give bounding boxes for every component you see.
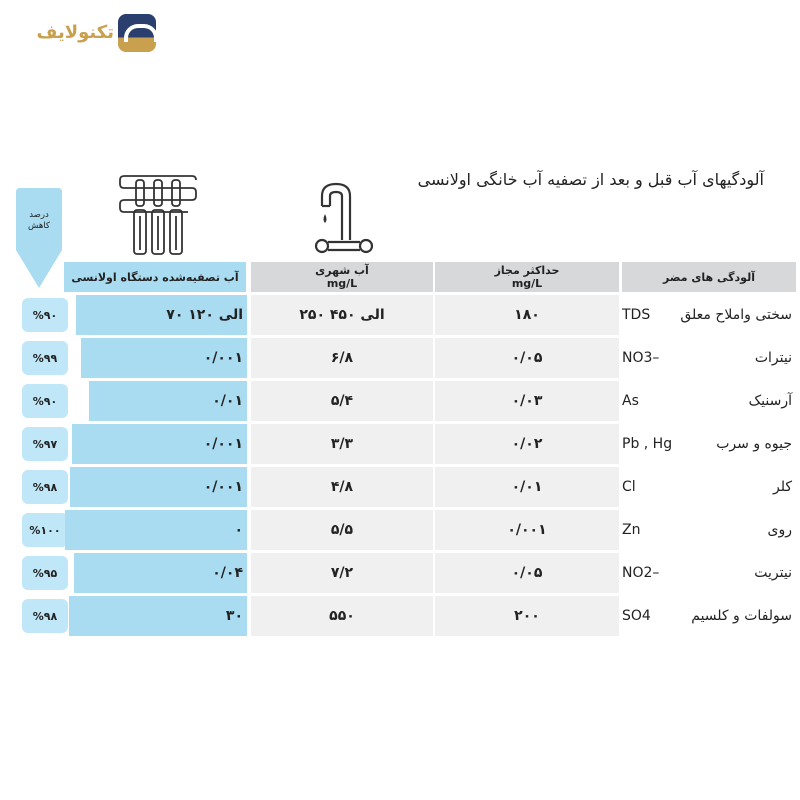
- city-value: ۲۵۰ الی ۴۵۰: [299, 307, 385, 323]
- pollutant-name: نیتریت: [754, 565, 792, 581]
- pollutant-name: کلر: [772, 479, 792, 495]
- table-row: [0, 553, 800, 593]
- max-value: ۰/۰۲: [511, 436, 543, 452]
- purified-value: ۰/۰۴: [212, 565, 243, 581]
- header-city-label: آب شهری: [315, 264, 369, 277]
- header-pollutant: [622, 262, 796, 292]
- purified-bar: [65, 510, 247, 550]
- purified-value: ۳۰: [225, 608, 243, 624]
- max-value: ۰/۰۵: [511, 565, 543, 581]
- reduction-percent: %۹۷: [22, 427, 68, 461]
- pollutant-name: روی: [767, 522, 792, 538]
- city-value: ۵/۵: [330, 522, 354, 538]
- pollutant-symbol: TDS: [622, 307, 651, 323]
- max-value: ۰/۰۳: [511, 393, 543, 409]
- water-filter-icon: [118, 170, 198, 258]
- purified-value: ۰/۰۰۱: [203, 350, 243, 366]
- pollutant-symbol: Zn: [622, 522, 641, 538]
- city-value: ۵/۴: [330, 393, 354, 409]
- city-value: ۵۵۰: [329, 608, 355, 624]
- pollutant-symbol: NO3–: [622, 350, 660, 366]
- pollutant-symbol: Pb , Hg: [622, 436, 673, 452]
- reduction-percent: %۹۵: [22, 556, 68, 590]
- reduction-label-line2: کاهش: [28, 221, 50, 231]
- purified-bar: [69, 596, 247, 636]
- header-pollutant-label: آلودگی های مضر: [663, 270, 755, 284]
- pollutant-name: جیوه و سرب: [716, 436, 792, 452]
- header-purified: [64, 262, 246, 292]
- table-row: [0, 295, 800, 335]
- pollutant-name: سولفات و کلسیم: [691, 608, 792, 624]
- pollutant-name: نیترات: [754, 350, 792, 366]
- city-value: ۳/۳: [330, 436, 354, 452]
- pollutant-symbol: NO2–: [622, 565, 660, 581]
- city-value: ۷/۲: [330, 565, 354, 581]
- max-value: ۲۰۰: [514, 608, 540, 624]
- reduction-percent: %۹۹: [22, 341, 68, 375]
- table-row: [0, 467, 800, 507]
- pollutant-symbol: Cl: [622, 479, 636, 495]
- brand-logo[interactable]: [18, 12, 150, 54]
- city-value: ۶/۸: [330, 350, 354, 366]
- logo-mark-icon: [118, 14, 156, 52]
- pollutant-name: سختی واملاح معلق: [680, 307, 792, 323]
- reduction-percent: %۱۰۰: [22, 513, 68, 547]
- faucet-icon: [308, 180, 378, 258]
- max-value: ۰/۰۰۱: [507, 522, 547, 538]
- reduction-label: [20, 210, 58, 232]
- purified-value: ۰/۰۰۱: [203, 436, 243, 452]
- max-value: ۱۸۰: [514, 307, 540, 323]
- pollutant-symbol: SO4: [622, 608, 651, 624]
- reduction-percent: %۹۸: [22, 599, 68, 633]
- purified-value: ۷۰ الی ۱۲۰: [166, 307, 243, 323]
- purified-value: ۰/۰۱: [212, 393, 243, 409]
- reduction-percent: %۹۰: [22, 384, 68, 418]
- header-max-unit: mg/L: [511, 277, 543, 290]
- table-row: [0, 381, 800, 421]
- logo-text: تکنولایف: [36, 22, 114, 43]
- reduction-percent: %۹۸: [22, 470, 68, 504]
- header-purified-label: آب تصفیه‌شده دستگاه اولانسی: [71, 270, 239, 284]
- table-row: [0, 338, 800, 378]
- max-value: ۰/۰۵: [511, 350, 543, 366]
- purified-value: ۰/۰۰۱: [203, 479, 243, 495]
- reduction-arrow-icon: [16, 188, 62, 288]
- city-value: ۴/۸: [330, 479, 354, 495]
- header-max: [435, 262, 619, 292]
- table-row: [0, 424, 800, 464]
- header-max-label: حداکثر مجاز: [494, 264, 560, 277]
- header-city: [251, 262, 433, 292]
- page-title: آلودگیهای آب قبل و بعد از تصفیه آب خانگی اولانسی: [417, 170, 764, 189]
- purified-value: ۰: [234, 522, 243, 538]
- pollutant-symbol: As: [622, 393, 639, 409]
- max-value: ۰/۰۱: [511, 479, 543, 495]
- pollutant-name: آرسنیک: [748, 393, 792, 409]
- reduction-percent: %۹۰: [22, 298, 68, 332]
- table-row: [0, 510, 800, 550]
- reduction-label-line1: درصد: [29, 210, 49, 220]
- header-city-unit: mg/L: [326, 277, 358, 290]
- table-row: [0, 596, 800, 636]
